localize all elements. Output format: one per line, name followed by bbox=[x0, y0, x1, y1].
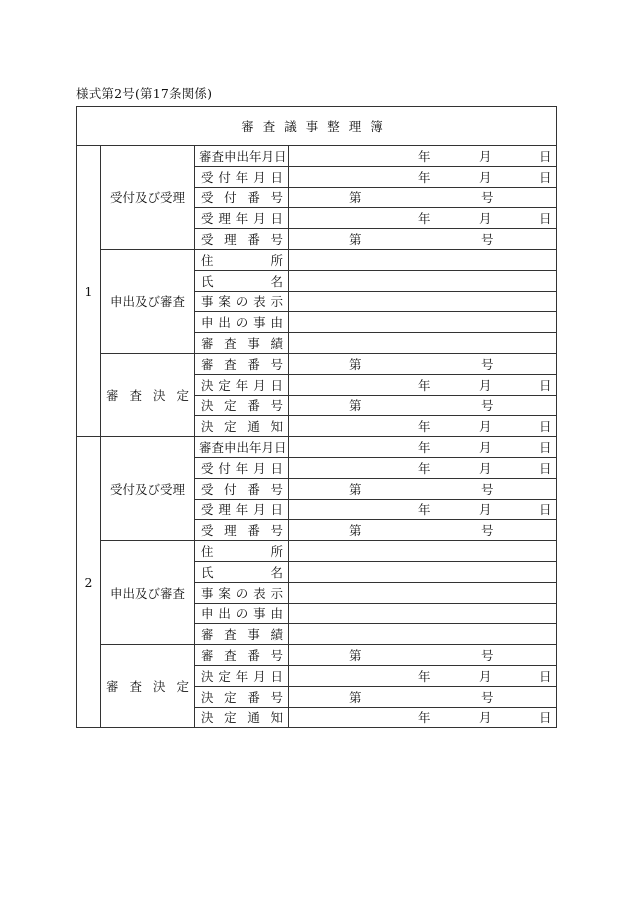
group-number: 1 bbox=[77, 146, 101, 437]
register-row bbox=[77, 146, 557, 167]
field-label: 決定番号 bbox=[195, 686, 289, 707]
day-unit: 日 bbox=[539, 502, 552, 518]
field-label: 決定通知 bbox=[195, 416, 289, 437]
form-caption: 様式第2号(第17条関係) bbox=[76, 86, 213, 101]
year-unit: 年 bbox=[418, 460, 431, 476]
review-register-table bbox=[76, 106, 557, 728]
field-label: 決定年月日 bbox=[195, 665, 289, 686]
group-number: 2 bbox=[77, 437, 101, 728]
register-row bbox=[77, 249, 557, 270]
number-prefix: 第 bbox=[349, 398, 362, 414]
field-value[interactable] bbox=[289, 437, 557, 458]
field-value[interactable] bbox=[289, 499, 557, 520]
number-prefix: 第 bbox=[349, 648, 362, 664]
register-row bbox=[77, 541, 557, 562]
field-value[interactable] bbox=[289, 333, 557, 354]
month-unit: 月 bbox=[479, 502, 492, 518]
field-label: 事案の表示 bbox=[195, 582, 289, 603]
section-name: 審査決定 bbox=[101, 645, 195, 728]
year-unit: 年 bbox=[418, 211, 431, 227]
number-prefix: 第 bbox=[349, 356, 362, 372]
field-label: 受付年月日 bbox=[195, 166, 289, 187]
day-unit: 日 bbox=[539, 710, 552, 726]
month-unit: 月 bbox=[479, 710, 492, 726]
field-value[interactable] bbox=[289, 624, 557, 645]
field-value[interactable] bbox=[289, 520, 557, 541]
field-label: 受理年月日 bbox=[195, 208, 289, 229]
day-unit: 日 bbox=[539, 169, 552, 185]
number-suffix: 号 bbox=[481, 481, 494, 497]
day-unit: 日 bbox=[539, 377, 552, 393]
day-unit: 日 bbox=[539, 419, 552, 435]
field-value[interactable] bbox=[289, 270, 557, 291]
field-value[interactable] bbox=[289, 249, 557, 270]
field-value[interactable] bbox=[289, 478, 557, 499]
field-label: 氏名 bbox=[195, 561, 289, 582]
field-label: 審査事績 bbox=[195, 333, 289, 354]
month-unit: 月 bbox=[479, 460, 492, 476]
number-suffix: 号 bbox=[481, 232, 494, 248]
number-prefix: 第 bbox=[349, 190, 362, 206]
field-value[interactable] bbox=[289, 291, 557, 312]
field-label: 決定年月日 bbox=[195, 374, 289, 395]
field-label: 審査申出年月日 bbox=[195, 437, 289, 458]
number-suffix: 号 bbox=[481, 689, 494, 705]
field-label: 決定通知 bbox=[195, 707, 289, 728]
section-name: 受付及び受理 bbox=[101, 146, 195, 250]
month-unit: 月 bbox=[479, 169, 492, 185]
field-label: 住所 bbox=[195, 249, 289, 270]
field-value[interactable] bbox=[289, 353, 557, 374]
field-value[interactable] bbox=[289, 582, 557, 603]
field-label: 受理番号 bbox=[195, 520, 289, 541]
title-row bbox=[77, 107, 557, 146]
year-unit: 年 bbox=[418, 710, 431, 726]
field-value[interactable] bbox=[289, 561, 557, 582]
number-suffix: 号 bbox=[481, 190, 494, 206]
field-label: 住所 bbox=[195, 541, 289, 562]
month-unit: 月 bbox=[479, 148, 492, 164]
day-unit: 日 bbox=[539, 440, 552, 456]
field-label: 氏名 bbox=[195, 270, 289, 291]
field-label: 受理年月日 bbox=[195, 499, 289, 520]
field-value[interactable] bbox=[289, 229, 557, 250]
year-unit: 年 bbox=[418, 502, 431, 518]
field-label: 受付番号 bbox=[195, 187, 289, 208]
field-label: 決定番号 bbox=[195, 395, 289, 416]
month-unit: 月 bbox=[479, 211, 492, 227]
day-unit: 日 bbox=[539, 668, 552, 684]
field-value[interactable] bbox=[289, 541, 557, 562]
month-unit: 月 bbox=[479, 377, 492, 393]
field-label: 申出の事由 bbox=[195, 603, 289, 624]
field-label: 審査番号 bbox=[195, 645, 289, 666]
month-unit: 月 bbox=[479, 440, 492, 456]
number-prefix: 第 bbox=[349, 232, 362, 248]
year-unit: 年 bbox=[418, 419, 431, 435]
field-label: 事案の表示 bbox=[195, 291, 289, 312]
field-label: 申出の事由 bbox=[195, 312, 289, 333]
field-label: 審査番号 bbox=[195, 353, 289, 374]
section-name: 申出及び審査 bbox=[101, 249, 195, 353]
field-value[interactable] bbox=[289, 395, 557, 416]
field-label: 受付年月日 bbox=[195, 457, 289, 478]
section-name: 申出及び審査 bbox=[101, 541, 195, 645]
number-suffix: 号 bbox=[481, 398, 494, 414]
field-value[interactable] bbox=[289, 665, 557, 686]
year-unit: 年 bbox=[418, 169, 431, 185]
day-unit: 日 bbox=[539, 211, 552, 227]
field-label: 受付番号 bbox=[195, 478, 289, 499]
field-value[interactable] bbox=[289, 603, 557, 624]
section-name: 受付及び受理 bbox=[101, 437, 195, 541]
year-unit: 年 bbox=[418, 440, 431, 456]
number-prefix: 第 bbox=[349, 481, 362, 497]
number-suffix: 号 bbox=[481, 523, 494, 539]
field-label: 受理番号 bbox=[195, 229, 289, 250]
field-value[interactable] bbox=[289, 645, 557, 666]
month-unit: 月 bbox=[479, 419, 492, 435]
year-unit: 年 bbox=[418, 668, 431, 684]
field-value[interactable] bbox=[289, 416, 557, 437]
field-value[interactable] bbox=[289, 208, 557, 229]
field-label: 審査申出年月日 bbox=[195, 146, 289, 167]
number-suffix: 号 bbox=[481, 356, 494, 372]
register-row bbox=[77, 353, 557, 374]
field-value[interactable] bbox=[289, 686, 557, 707]
month-unit: 月 bbox=[479, 668, 492, 684]
year-unit: 年 bbox=[418, 148, 431, 164]
section-name: 審査決定 bbox=[101, 353, 195, 436]
number-suffix: 号 bbox=[481, 648, 494, 664]
field-value[interactable] bbox=[289, 166, 557, 187]
register-title: 審査議事整理簿 bbox=[77, 107, 557, 146]
number-prefix: 第 bbox=[349, 523, 362, 539]
register-row bbox=[77, 437, 557, 458]
day-unit: 日 bbox=[539, 148, 552, 164]
field-value[interactable] bbox=[289, 457, 557, 478]
field-label: 審査事績 bbox=[195, 624, 289, 645]
year-unit: 年 bbox=[418, 377, 431, 393]
field-value[interactable] bbox=[289, 187, 557, 208]
field-value[interactable] bbox=[289, 146, 557, 167]
field-value[interactable] bbox=[289, 312, 557, 333]
day-unit: 日 bbox=[539, 460, 552, 476]
field-value[interactable] bbox=[289, 707, 557, 728]
register-row bbox=[77, 645, 557, 666]
field-value[interactable] bbox=[289, 374, 557, 395]
number-prefix: 第 bbox=[349, 689, 362, 705]
